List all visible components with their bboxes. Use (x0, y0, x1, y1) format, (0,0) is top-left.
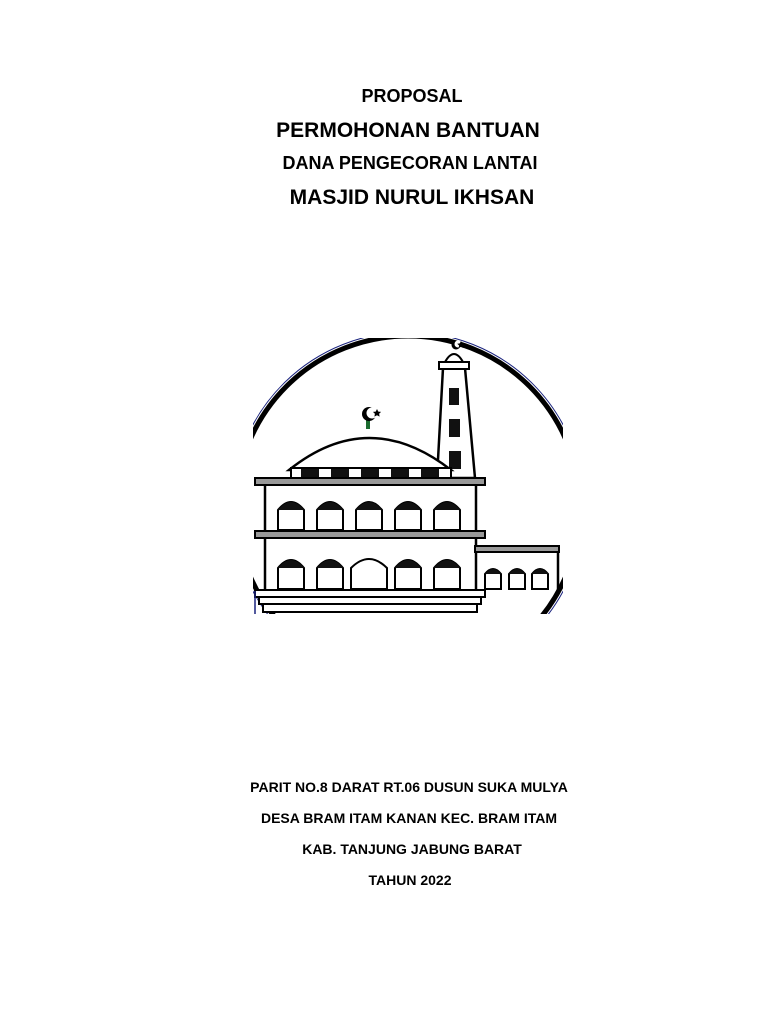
side-annex (475, 546, 559, 590)
mosque-logo-icon (253, 338, 563, 614)
address-line-1: PARIT NO.8 DARAT RT.06 DUSUN SUKA MULYA (250, 779, 568, 795)
upper-cornice (255, 478, 485, 485)
cover-title-line-2: PERMOHONAN BANTUAN (276, 119, 540, 142)
address-line-3: KAB. TANJUNG JABUNG BARAT (302, 841, 522, 857)
upper-floor (265, 485, 476, 531)
cover-title-line-4: MASJID NURUL IKHSAN (289, 186, 535, 209)
cover-title-line-3: DANA PENGECORAN LANTAI (282, 153, 538, 173)
main-dome (289, 407, 451, 478)
address-line-2: DESA BRAM ITAM KANAN KEC. BRAM ITAM (260, 810, 558, 826)
year-label: TAHUN 2022 (368, 872, 452, 888)
base-steps (255, 590, 485, 614)
cover-heading: PROPOSAL (361, 86, 463, 106)
middle-cornice (255, 531, 485, 538)
lower-floor (265, 538, 476, 590)
minaret (437, 341, 475, 479)
